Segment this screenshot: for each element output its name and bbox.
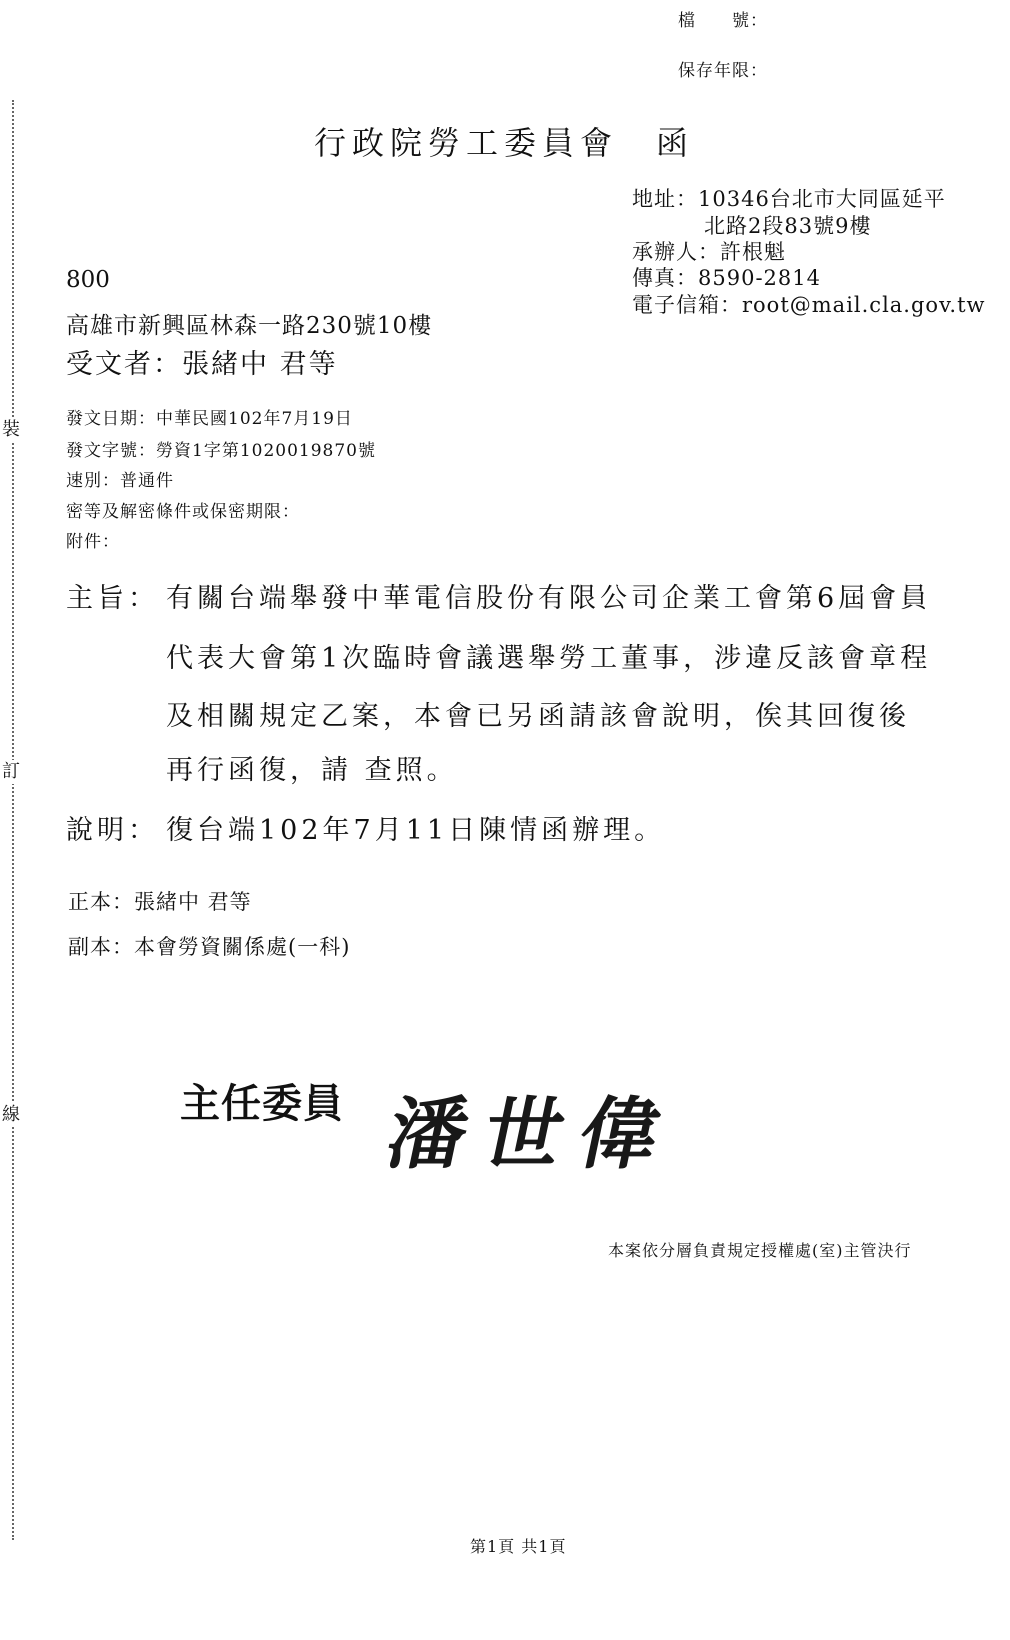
- attachment: 附件：: [66, 532, 120, 552]
- page-number: 第1頁 共1頁: [470, 1537, 567, 1556]
- handwritten-signature: [378, 1072, 800, 1202]
- signature-text: 潘世偉: [378, 1089, 687, 1180]
- binding-dotted-line: [12, 100, 14, 1540]
- recipient-name: 受文者：張緒中 君等: [66, 349, 338, 380]
- delegation-note: 本案依分層負責規定授權處(室)主管決行: [608, 1241, 912, 1260]
- recipient-address: 高雄市新興區林森一路230號10樓: [66, 313, 433, 339]
- retention-period-label: 保存年限：: [678, 61, 768, 81]
- recipient-postcode: 800: [66, 267, 110, 293]
- document-title: 行政院勞工委員會 函: [314, 124, 695, 162]
- delivery-speed: 速別：普通件: [66, 471, 174, 491]
- signatory-title: 主任委員: [180, 1080, 344, 1127]
- binding-mark-ding: 訂: [2, 761, 20, 782]
- document-number: 發文字號：勞資1字第1020019870號: [66, 441, 376, 461]
- handler: 承辦人：許根魁: [632, 240, 786, 264]
- email: 電子信箱：root@mail.cla.gov.tw: [632, 293, 986, 317]
- explanation-text: 復台端102年7月11日陳情函辦理。: [166, 815, 666, 846]
- issue-date: 發文日期：中華民國102年7月19日: [66, 409, 353, 429]
- copy-recipients: 副本：本會勞資關係處(一科): [68, 935, 351, 959]
- explanation-label: 說明：: [66, 815, 159, 846]
- original-recipients: 正本：張緒中 君等: [68, 890, 252, 914]
- subject-line-2: 代表大會第1次臨時會議選舉勞工董事，涉違反該會章程: [166, 643, 932, 674]
- binding-mark-xian: 線: [2, 1104, 20, 1125]
- subject-line-3: 及相關規定乙案，本會已另函請該會說明，俟其回復後: [166, 701, 910, 732]
- classification: 密等及解密條件或保密期限：: [66, 502, 300, 522]
- subject-line-1: 有關台端舉發中華電信股份有限公司企業工會第6屆會員: [166, 583, 932, 614]
- binding-mark-zhuang: 裝: [2, 419, 20, 440]
- subject-label: 主旨：: [66, 583, 159, 614]
- fax: 傳真：8590-2814: [632, 266, 821, 290]
- subject-line-4: 再行函復，請 查照。: [166, 755, 458, 786]
- file-number-label: 檔 號：: [678, 11, 768, 31]
- sender-address-line2: 北路2段83號9樓: [704, 214, 872, 238]
- sender-address-line1: 地址：10346台北市大同區延平: [632, 187, 946, 211]
